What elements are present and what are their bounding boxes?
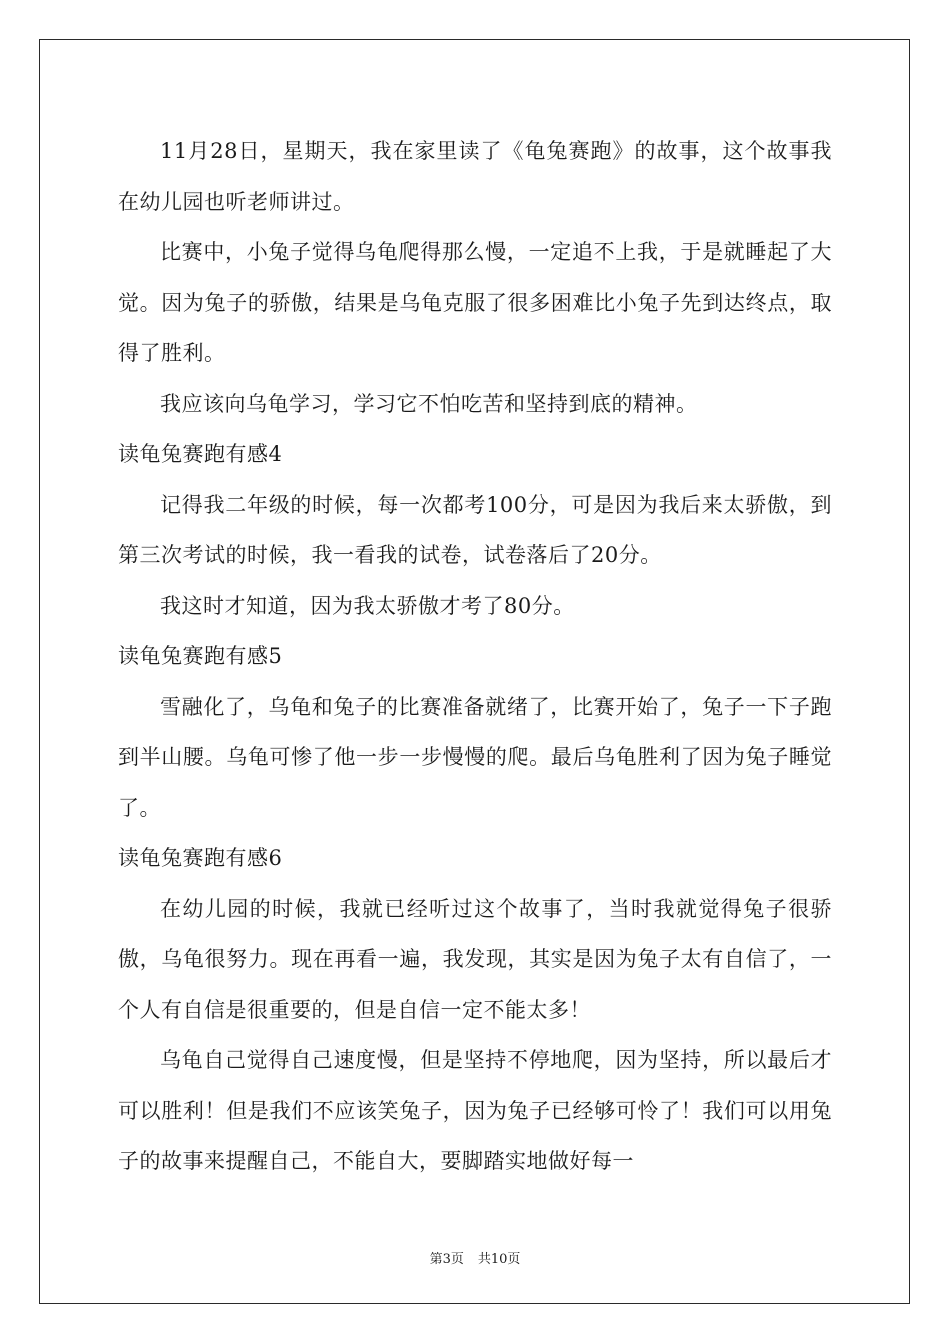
page-total: 共10页	[477, 1252, 521, 1267]
paragraph: 记得我二年级的时候，每一次都考100分，可是因为我后来太骄傲，到第三次考试的时候，我一看我的试卷，试卷落后了20分。	[118, 492, 832, 567]
page-number: 第3页	[429, 1252, 464, 1267]
paragraph: 11月28日，星期天，我在家里读了《龟兔赛跑》的故事，这个故事我在幼儿园也听老师讲过。	[118, 139, 832, 214]
paragraph: 乌龟自己觉得自己速度慢，但是坚持不停地爬，因为坚持，所以最后才可以胜利！但是我们不应该笑兔子，因为兔子已经够可怜了！我们可以用兔子的故事来提醒自己，不能自大，要脚踏实地做好每一	[118, 1048, 832, 1173]
paragraph: 比赛中，小兔子觉得乌龟爬得那么慢，一定追不上我，于是就睡起了大觉。因为兔子的骄傲，结果是乌龟克服了很多困难比小兔子先到达终点，取得了胜利。	[118, 240, 832, 365]
paragraph: 我这时才知道，因为我太骄傲才考了80分。	[160, 593, 575, 618]
paragraph: 雪融化了，乌龟和兔子的比赛准备就绪了，比赛开始了，兔子一下子跑到半山腰。乌龟可惨了他一步一步慢慢的爬。最后乌龟胜利了因为兔子睡觉了。	[118, 694, 832, 820]
page-footer	[0, 1248, 950, 1267]
paragraph: 在幼儿园的时候，我就已经听过这个故事了，当时我就觉得兔子很骄傲，乌龟很努力。现在再看一遍，我发现，其实是因为兔子太有自信了，一个人有自信是很重要的，但是自信一定不能太多！	[118, 896, 832, 1022]
section-heading: 读龟兔赛跑有感5	[118, 644, 283, 668]
paragraph: 我应该向乌龟学习，学习它不怕吃苦和坚持到底的精神。	[160, 391, 698, 416]
section-heading: 读龟兔赛跑有感6	[118, 846, 283, 870]
document-body	[118, 126, 832, 1187]
section-heading: 读龟兔赛跑有感4	[118, 442, 283, 466]
